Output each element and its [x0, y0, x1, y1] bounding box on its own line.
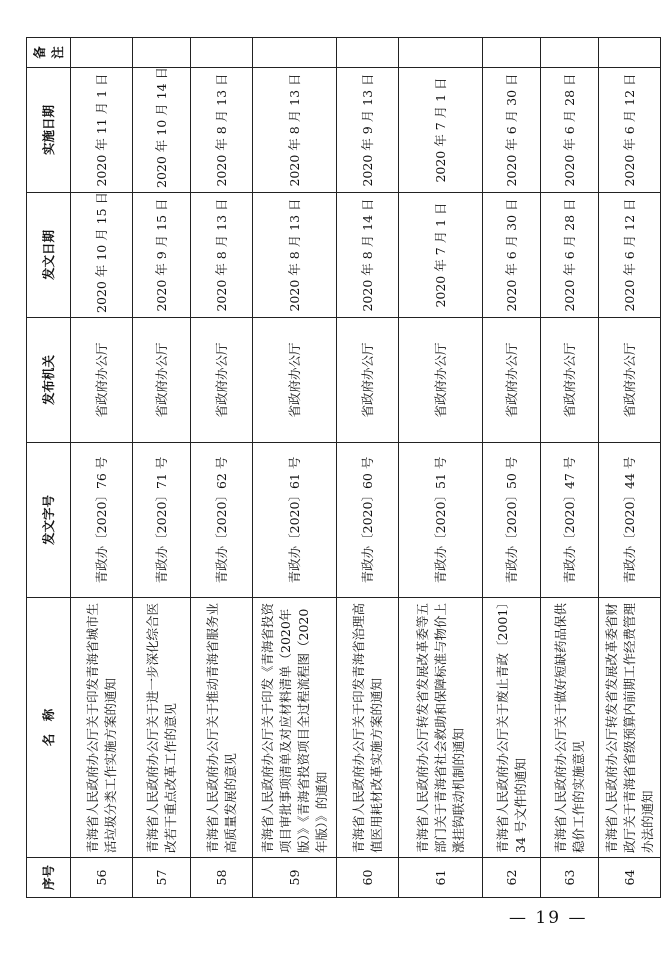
- cell-name: 青海省人民政府办公厅关于印发青海省治理高值医用耗材改革实施方案的通知: [337, 598, 399, 858]
- cell-issue-date: 2020 年 6 月 12 日: [599, 193, 661, 318]
- cell-issuer: 省政府办公厅: [399, 318, 483, 443]
- cell-issue-date: 2020 年 7 月 1 日: [399, 193, 483, 318]
- cell-remarks: [541, 38, 599, 68]
- table-row: [599, 38, 661, 898]
- document-table: [26, 37, 661, 898]
- cell-issue-date: 2020 年 6 月 28 日: [541, 193, 599, 318]
- cell-issuer: 省政府办公厅: [133, 318, 191, 443]
- cell-name: 青海省人民政府办公厅关于印发《青海省投资项目审批事项清单及对应材料清单（2020年版）》《青海省投资项目全过程流程图（2020年版）》的通知: [253, 598, 337, 858]
- cell-effective-date: 2020 年 8 月 13 日: [191, 68, 253, 193]
- cell-doc-no: 青政办〔2020〕44 号: [599, 443, 661, 598]
- cell-name: 青海省人民政府办公厅关于进一步深化综合医改若干重点改革工作的意见: [133, 598, 191, 858]
- cell-effective-date: 2020 年 6 月 30 日: [483, 68, 541, 193]
- cell-effective-date: 2020 年 11 月 1 日: [71, 68, 133, 193]
- cell-issue-date: 2020 年 8 月 13 日: [253, 193, 337, 318]
- header-row: [27, 38, 71, 898]
- rotated-table-wrapper: [26, 38, 655, 898]
- table-row: [71, 38, 133, 898]
- cell-effective-date: 2020 年 8 月 13 日: [253, 68, 337, 193]
- cell-issuer: 省政府办公厅: [71, 318, 133, 443]
- table-row: [253, 38, 337, 898]
- cell-remarks: [599, 38, 661, 68]
- header-no: 序号: [27, 858, 71, 898]
- cell-name: 青海省人民政府办公厅转发省发展改革委省财政厅关于青海省省级预算内前期工作经费管理办法的通知: [599, 598, 661, 858]
- cell-doc-no: 青政办〔2020〕47 号: [541, 443, 599, 598]
- cell-no: 64: [599, 858, 661, 898]
- cell-issue-date: 2020 年 8 月 14 日: [337, 193, 399, 318]
- cell-doc-no: 青政办〔2020〕61 号: [253, 443, 337, 598]
- cell-issue-date: 2020 年 8 月 13 日: [191, 193, 253, 318]
- table-row: [133, 38, 191, 898]
- header-name: 名 称: [27, 598, 71, 858]
- cell-remarks: [191, 38, 253, 68]
- cell-issuer: 省政府办公厅: [599, 318, 661, 443]
- cell-doc-no: 青政办〔2020〕62 号: [191, 443, 253, 598]
- cell-remarks: [71, 38, 133, 68]
- cell-issue-date: 2020 年 10 月 15 日: [71, 193, 133, 318]
- header-remarks: 备注: [27, 38, 71, 68]
- cell-issuer: 省政府办公厅: [541, 318, 599, 443]
- cell-doc-no: 青政办〔2020〕60 号: [337, 443, 399, 598]
- header-doc-no: 发文字号: [27, 443, 71, 598]
- cell-name: 青海省人民政府办公厅转发省发展改革委等五部门关于青海省社会救助和保障标准与物价上涨挂钩联动机制的通知: [399, 598, 483, 858]
- cell-effective-date: 2020 年 9 月 13 日: [337, 68, 399, 193]
- cell-issuer: 省政府办公厅: [253, 318, 337, 443]
- cell-name: 青海省人民政府办公厅关于做好短缺药品保供稳价工作的实施意见: [541, 598, 599, 858]
- cell-name: 青海省人民政府办公厅关于印发青海省城市生活垃圾分类工作实施方案的通知: [71, 598, 133, 858]
- cell-remarks: [483, 38, 541, 68]
- table-row: [337, 38, 399, 898]
- table-row: [483, 38, 541, 898]
- cell-doc-no: 青政办〔2020〕50 号: [483, 443, 541, 598]
- cell-no: 61: [399, 858, 483, 898]
- cell-remarks: [399, 38, 483, 68]
- cell-issuer: 省政府办公厅: [191, 318, 253, 443]
- cell-effective-date: 2020 年 6 月 12 日: [599, 68, 661, 193]
- cell-name: 青海省人民政府办公厅关于废止青政〔2001〕34 号文件的通知: [483, 598, 541, 858]
- cell-no: 56: [71, 858, 133, 898]
- cell-issuer: 省政府办公厅: [337, 318, 399, 443]
- cell-remarks: [133, 38, 191, 68]
- cell-issuer: 省政府办公厅: [483, 318, 541, 443]
- cell-remarks: [253, 38, 337, 68]
- cell-no: 59: [253, 858, 337, 898]
- table-row: [191, 38, 253, 898]
- cell-no: 57: [133, 858, 191, 898]
- cell-effective-date: 2020 年 7 月 1 日: [399, 68, 483, 193]
- cell-remarks: [337, 38, 399, 68]
- cell-no: 58: [191, 858, 253, 898]
- cell-doc-no: 青政办〔2020〕71 号: [133, 443, 191, 598]
- cell-no: 62: [483, 858, 541, 898]
- cell-doc-no: 青政办〔2020〕76 号: [71, 443, 133, 598]
- table-row: [541, 38, 599, 898]
- table-body: [71, 38, 661, 898]
- cell-effective-date: 2020 年 6 月 28 日: [541, 68, 599, 193]
- cell-no: 60: [337, 858, 399, 898]
- table-row: [399, 38, 483, 898]
- cell-name: 青海省人民政府办公厅关于推动青海省服务业高质量发展的意见: [191, 598, 253, 858]
- cell-issue-date: 2020 年 9 月 15 日: [133, 193, 191, 318]
- cell-issue-date: 2020 年 6 月 30 日: [483, 193, 541, 318]
- header-issuer: 发布机关: [27, 318, 71, 443]
- cell-doc-no: 青政办〔2020〕51 号: [399, 443, 483, 598]
- cell-effective-date: 2020 年 10 月 14 日: [133, 68, 191, 193]
- page-number: — 19 —: [509, 908, 588, 928]
- header-issue-date: 发文日期: [27, 193, 71, 318]
- header-effective-date: 实施日期: [27, 68, 71, 193]
- cell-no: 63: [541, 858, 599, 898]
